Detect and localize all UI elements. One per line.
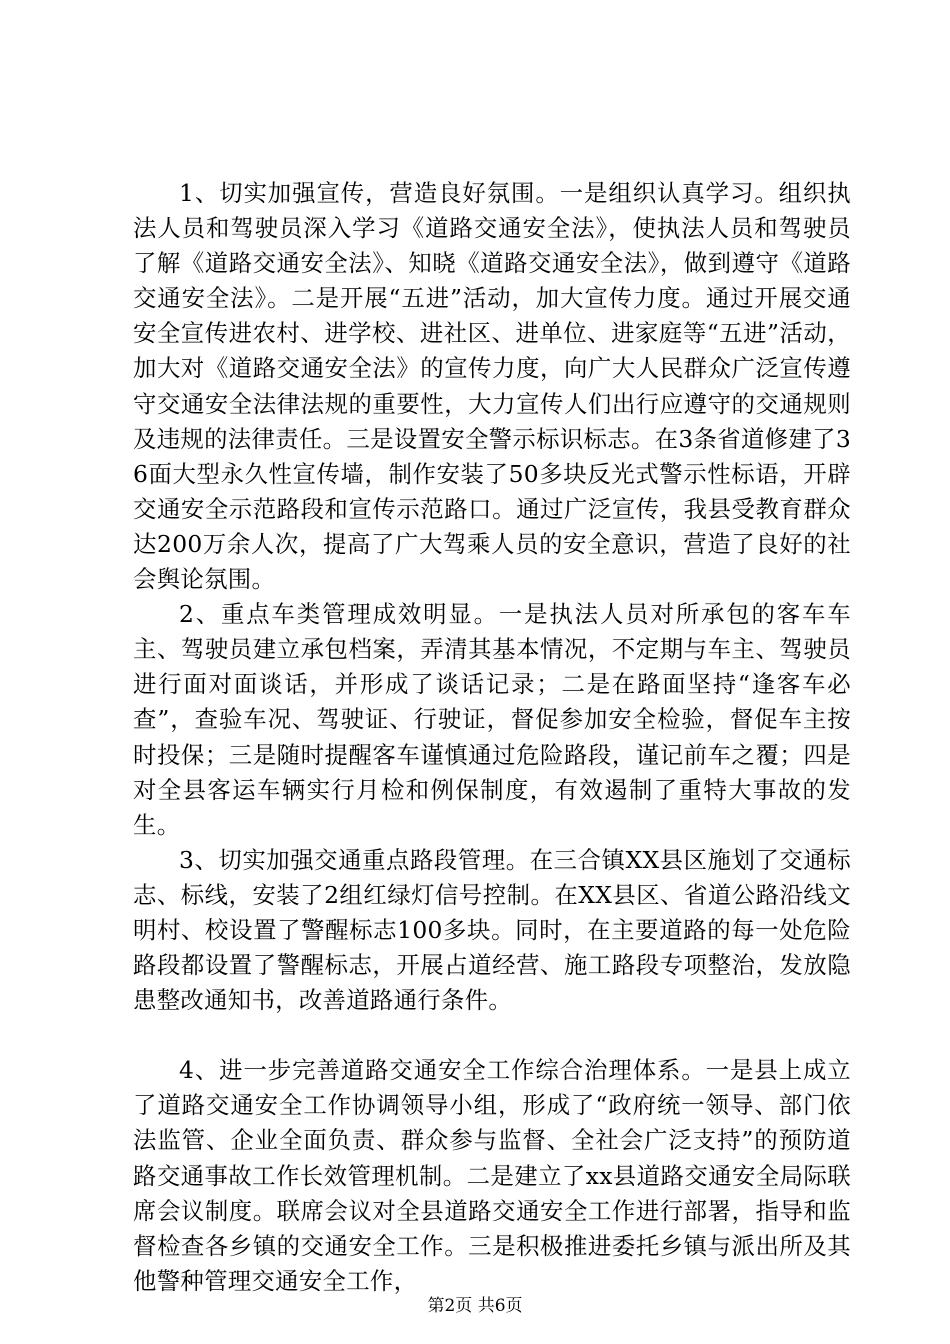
paragraph-3: 3、切实加强交通重点路段管理。在三合镇XX县区施划了交通标志、标线，安装了2组红绿灯信号控制。在XX县区、省道公路沿线文明村、校设置了警醒标志100多块。同时，在主要道路的每一处危险路段都设置了警醒标志，开展占道经营、施工路段专项整治，发放隐患整改通知书，改善道路通行条件。 xyxy=(133,845,851,1015)
paragraph-4: 4、进一步完善道路交通安全工作综合治理体系。一是县上成立了道路交通安全工作协调领导小组，形成了“政府统一领导、部门依法监管、企业全面负责、群众参与监督、全社会广泛支持”的预防道路交通事故工作长效管理机制。二是建立了xx县道路交通安全局际联席会议制度。联席会议对全县道路交通安全工作进行部署，指导和监督检查各乡镇的交通安全工作。三是积极推进委托乡镇与派出所及其他警种管理交通安全工作， xyxy=(133,1056,851,1295)
page-footer xyxy=(0,1295,950,1317)
paragraph-1: 1、切实加强宣传，营造良好氛围。一是组织认真学习。组织执法人员和驾驶员深入学习《道路交通安全法》，使执法人员和驾驶员了解《道路交通安全法》、知晓《道路交通安全法》，做到遵守《道路交通安全法》。二是开展“五进”活动，加大宣传力度。通过开展交通安全宣传进农村、进学校、进社区、进单位、进家庭等“五进”活动，加大对《道路交通安全法》的宣传力度，向广大人民群众广泛宣传遵守交通安全法律法规的重要性，大力宣传人们出行应遵守的交通规则及违规的法律责任。三是设置安全警示标识标志。在3条省道修建了36面大型永久性宣传墙，制作安装了50多块反光式警示性标语，开辟交通安全示范路段和宣传示范路口。通过广泛宣传，我县受教育群众达200万余人次，提高了广大驾乘人员的安全意识，营造了良好的社会舆论氛围。 xyxy=(133,179,851,594)
document-body xyxy=(133,176,851,1299)
page-number-label: 第2页 共6页 xyxy=(427,1296,523,1316)
paragraph-2: 2、重点车类管理成效明显。一是执法人员对所承包的客车车主、驾驶员建立承包档案，弄清其基本情况，不定期与车主、驾驶员进行面对面谈话，并形成了谈话记录；二是在路面坚持“逢客车必查”，查验车况、驾驶证、行驶证，督促参加安全检验，督促车主按时投保；三是随时提醒客车谨慎通过危险路段，谨记前车之覆；四是对全县客运车辆实行月检和例保制度，有效遏制了重特大事故的发生。 xyxy=(133,600,851,839)
